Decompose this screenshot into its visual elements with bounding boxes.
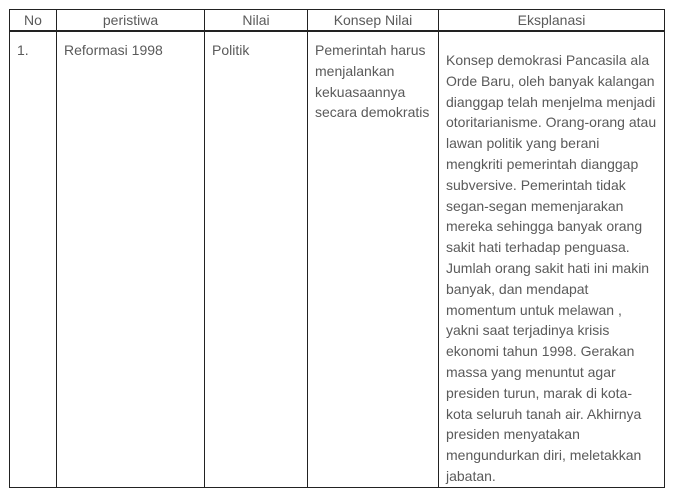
table-header-row [10, 10, 665, 32]
cell-nilai: Politik [205, 31, 308, 487]
header-peristiwa: peristiwa [57, 10, 205, 32]
table-row [10, 31, 665, 487]
cell-no: 1. [10, 31, 57, 487]
header-nilai: Nilai [205, 10, 308, 32]
cell-eksplanasi: Konsep demokrasi Pancasila ala Orde Baru, oleh banyak kalangan dianggap telah menjelma menjadi otoritarianisme. Orang-orang atau lawan politik yang berani mengkriti pemerintah dianggap subversive. Pemerintah tidak segan-segan memenjarakan mereka sehingga banyak orang sakit hati terhadap penguasa. Jumlah orang sakit hati ini makin banyak, dan mendapat momentum untuk melawan , yakni saat terjadinya krisis ekonomi tahun 1998. Gerakan massa yang menuntut agar presiden turun, marak di kota-kota seluruh tanah air. Akhirnya presiden menyatakan mengundurkan diri, meletakkan jabatan. [439, 31, 665, 487]
header-no: No [10, 10, 57, 32]
cell-konsep-nilai: Pemerintah harus menjalankan kekuasaannya secara demokratis [308, 31, 439, 487]
data-table [9, 9, 665, 488]
cell-peristiwa: Reformasi 1998 [57, 31, 205, 487]
header-eksplanasi: Eksplanasi [439, 10, 665, 32]
header-konsep-nilai: Konsep Nilai [308, 10, 439, 32]
